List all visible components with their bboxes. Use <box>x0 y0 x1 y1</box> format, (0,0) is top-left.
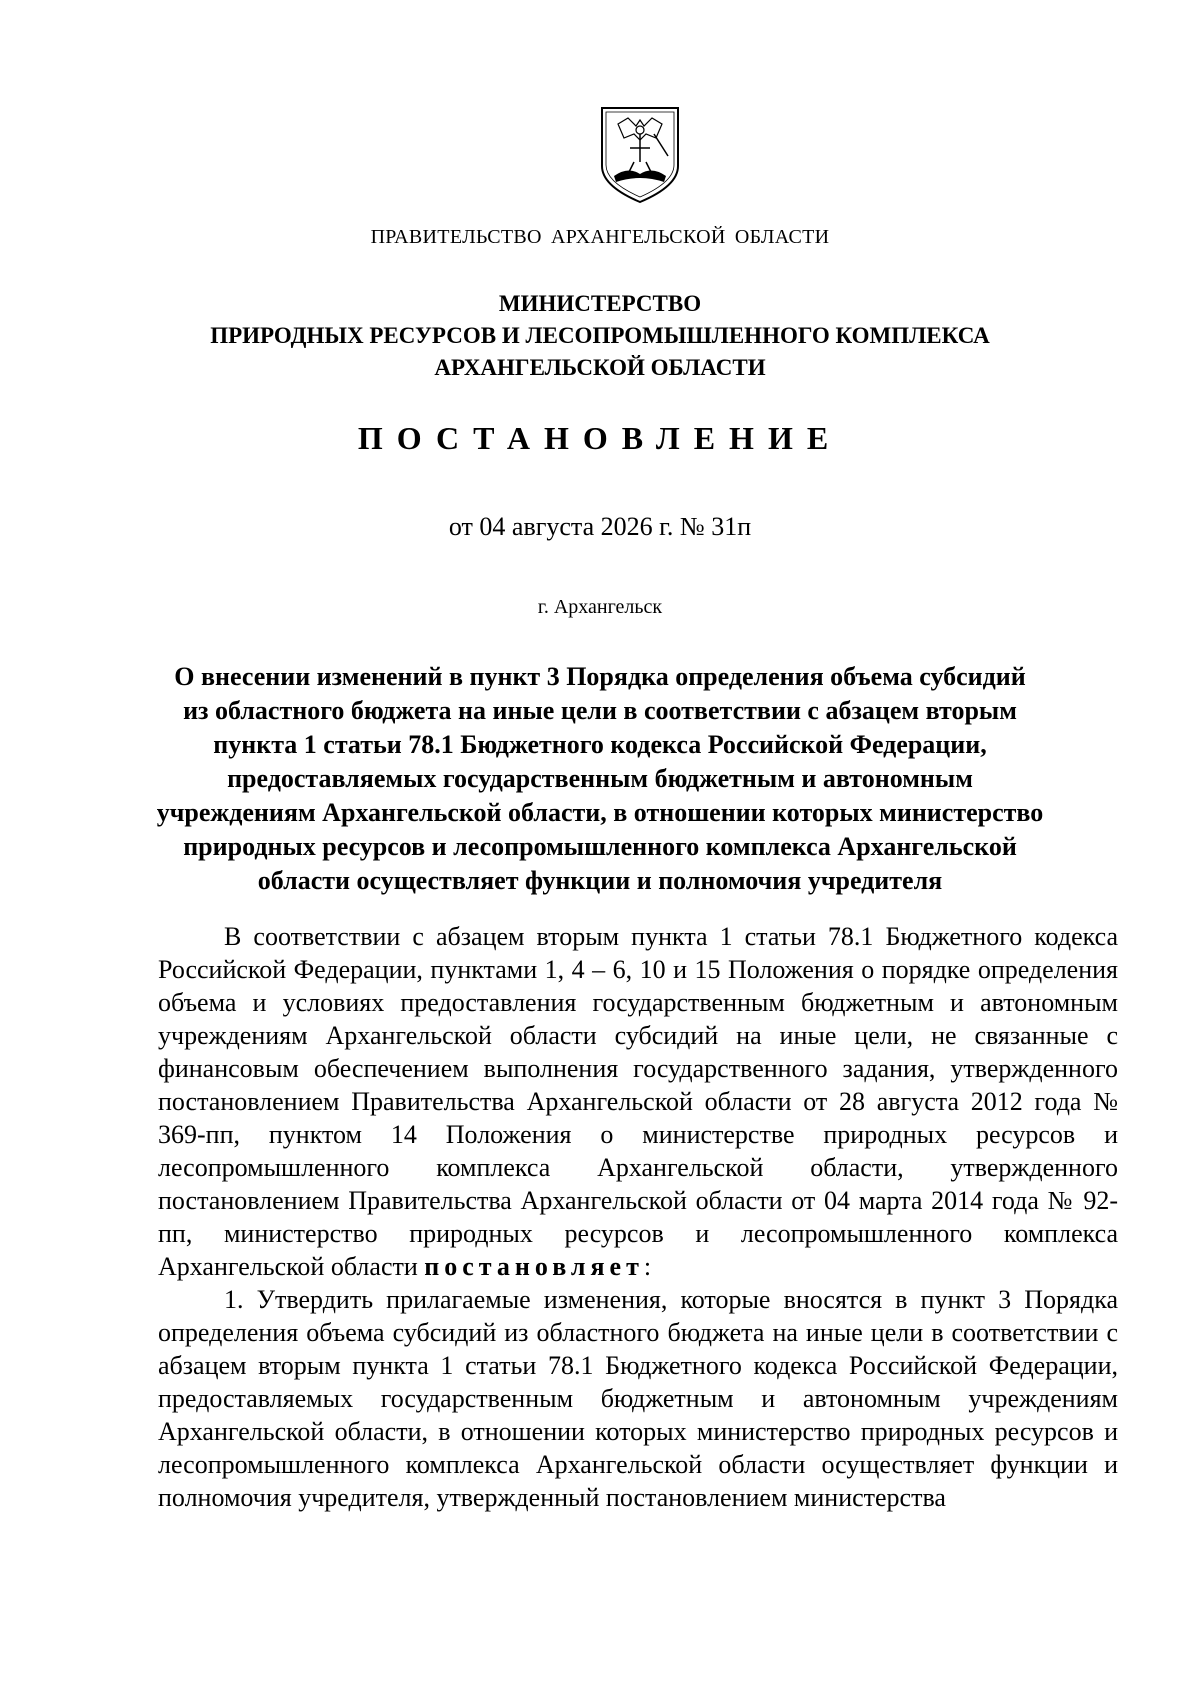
resolution-keyword: постановляет <box>424 1252 644 1281</box>
government-name: ПРАВИТЕЛЬСТВО АРХАНГЕЛЬСКОЙ ОБЛАСТИ <box>370 226 830 248</box>
ministry-line: МИНИСТЕРСТВО <box>498 291 702 316</box>
item-1-paragraph: 1. Утвердить прилагаемые изменения, которые вносятся в пункт 3 Порядка определения объема субсидий из областного бюджета на иные цели в соответствии с абзацем вторым пункта 1 статьи 78.1 Бюджетного кодекса Российской Федерации, предоставляемых государственным бюджетным и автономным учреждениям Архангельской области, в отношении которых министерство природных ресурсов и лесопромышленного комплекса Архангельской области осуществляет функции и полномочия учредителя, утвержденный постановлением министерства <box>158 1285 1118 1512</box>
ministry-line: АРХАНГЕЛЬСКОЙ ОБЛАСТИ <box>434 355 766 380</box>
document-city: г. Архангельск <box>537 596 663 618</box>
preamble-text: В соответствии с абзацем вторым пункта 1 статьи 78.1 Бюджетного кодекса Российской Федерации, пунктами 1, 4 – 6, 10 и 15 Положения о порядке определения объема и условиях предоставления государственным бюджетным и автономным учреждениям Архангельской области субсидий на иные цели, не связанные с финансовым обеспечением выполнения государственного задания, утвержденного постановлением Правительства Архангельской области от 28 августа 2012 года № 369-пп, пунктом 14 Положения о министерстве природных ресурсов и лесопромышленного комплекса Архангельской области, утвержденного постановлением Правительства Архангельской области от 04 марта 2014 года № 92-пп, министерство природных ресурсов и лесопромышленного комплекса Архангельской области <box>158 922 1118 1281</box>
title-line: пункта 1 статьи 78.1 Бюджетного кодекса Российской Федерации, <box>213 730 987 759</box>
title-line: предоставляемых государственным бюджетным и автономным <box>227 764 973 793</box>
ministry-name <box>0 288 1200 384</box>
title-line: природных ресурсов и лесопромышленного комплекса Архангельской <box>183 832 1017 861</box>
preamble-colon: : <box>643 1252 652 1281</box>
coat-of-arms-emblem <box>598 104 682 206</box>
title-line: области осуществляет функции и полномочия учредителя <box>257 866 943 895</box>
title-line: учреждениям Архангельской области, в отношении которых министерство <box>156 798 1044 827</box>
document-date-number: от 04 августа 2026 г. № 31п <box>448 512 752 541</box>
document-title <box>150 660 1050 898</box>
ministry-line: ПРИРОДНЫХ РЕСУРСОВ И ЛЕСОПРОМЫШЛЕННОГО КОМПЛЕКСА <box>210 323 990 348</box>
title-line: О внесении изменений в пункт 3 Порядка определения объема субсидий <box>174 662 1026 691</box>
document-type: ПОСТАНОВЛЕНИЕ <box>357 420 843 456</box>
document-body <box>158 920 1118 1514</box>
title-line: из областного бюджета на иные цели в соответствии с абзацем вторым <box>183 696 1017 725</box>
preamble-paragraph <box>158 920 1118 1283</box>
